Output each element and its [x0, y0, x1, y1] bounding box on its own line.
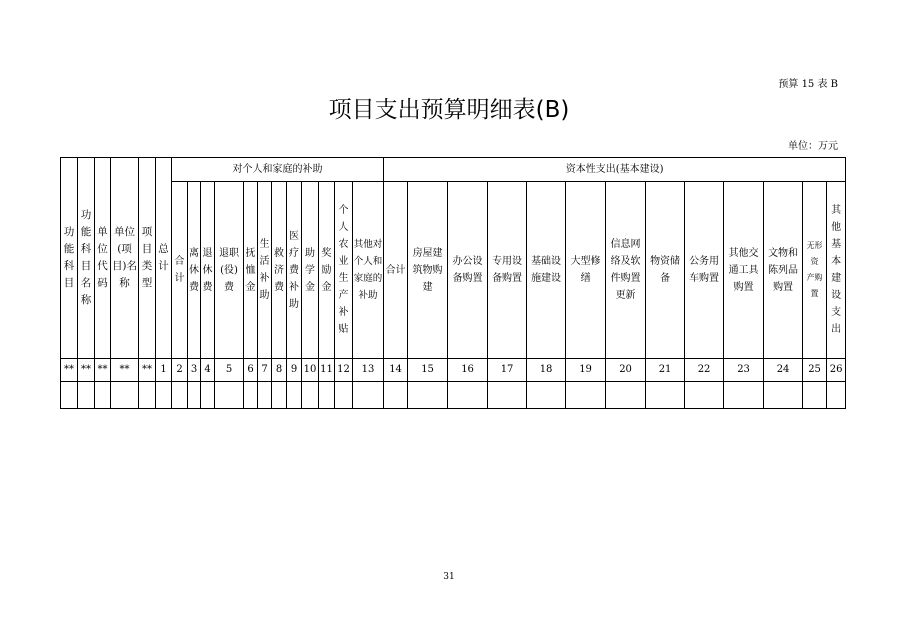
group-header-personal-family-subsidy: 对个人和家庭的补助 — [172, 158, 384, 182]
data-cell — [488, 382, 527, 409]
data-cell — [606, 382, 646, 409]
data-cell — [302, 382, 319, 409]
column-index-cell: 20 — [606, 359, 646, 382]
header-infrastructure: 基础设 施建设 — [527, 182, 566, 359]
header-other-family-subsidy: 其他对 个人和 家庭的 补助 — [353, 182, 384, 359]
column-index-cell: ** — [139, 359, 156, 382]
data-cell — [201, 382, 215, 409]
data-cell — [685, 382, 724, 409]
data-cell — [139, 382, 156, 409]
column-index-cell: 22 — [685, 359, 724, 382]
header-intangible-assets: 无形资 产购置 — [803, 182, 827, 359]
column-index-cell: 16 — [448, 359, 488, 382]
column-index-cell: 15 — [408, 359, 448, 382]
data-cell — [188, 382, 201, 409]
header-building-construction: 房屋建 筑物购 建 — [408, 182, 448, 359]
data-cell — [566, 382, 606, 409]
data-cell — [384, 382, 408, 409]
group-header-capital-expenditure: 资本性支出(基本建设) — [384, 158, 846, 182]
data-cell — [111, 382, 139, 409]
column-index-cell: 25 — [803, 359, 827, 382]
column-index-cell: 11 — [319, 359, 335, 382]
header-student-aid: 助 学 金 — [302, 182, 319, 359]
header-unit-code: 单 位 代 码 — [95, 158, 111, 359]
header-other-vehicle: 其他交 通工具 购置 — [724, 182, 764, 359]
data-cell — [764, 382, 803, 409]
data-cell — [156, 382, 172, 409]
column-index-cell: 12 — [335, 359, 353, 382]
header-it-software: 信息网 络及软 件购置 更新 — [606, 182, 646, 359]
data-cell — [827, 382, 846, 409]
column-index-cell: 5 — [215, 359, 244, 382]
header-subsidy-subtotal: 合 计 — [172, 182, 188, 359]
data-cell — [646, 382, 685, 409]
column-index-cell: 6 — [244, 359, 258, 382]
column-index-cell: 19 — [566, 359, 606, 382]
data-cell — [527, 382, 566, 409]
header-reward: 奖 励 金 — [319, 182, 335, 359]
column-index-cell: 23 — [724, 359, 764, 382]
header-resignation-fee: 退职 (役) 费 — [215, 182, 244, 359]
header-living-allowance: 生 活 补 助 — [258, 182, 272, 359]
column-index-cell: 26 — [827, 359, 846, 382]
header-major-repair: 大型修 缮 — [566, 182, 606, 359]
data-cell — [61, 382, 78, 409]
column-index-cell: 18 — [527, 359, 566, 382]
header-medical-subsidy: 医 疗 费 补 助 — [287, 182, 302, 359]
column-index-cell: 21 — [646, 359, 685, 382]
data-cell — [272, 382, 287, 409]
column-index-cell: 3 — [188, 359, 201, 382]
data-cell — [448, 382, 488, 409]
column-index-cell: 10 — [302, 359, 319, 382]
data-cell — [95, 382, 111, 409]
data-cell — [408, 382, 448, 409]
column-index-cell: ** — [95, 359, 111, 382]
header-agricultural-subsidy: 个 人 农 业 生 产 补 贴 — [335, 182, 353, 359]
column-index-cell: ** — [111, 359, 139, 382]
column-index-row — [61, 359, 846, 382]
column-index-cell: 2 — [172, 359, 188, 382]
header-material-reserve: 物资储 备 — [646, 182, 685, 359]
column-index-cell: 17 — [488, 359, 527, 382]
header-special-equipment: 专用设 备购置 — [488, 182, 527, 359]
data-cell — [172, 382, 188, 409]
header-capital-subtotal: 合计 — [384, 182, 408, 359]
empty-data-row — [61, 382, 846, 409]
column-index-cell: 7 — [258, 359, 272, 382]
header-function-subject: 功 能 科 目 — [61, 158, 78, 359]
column-header-row — [61, 182, 846, 359]
data-cell — [244, 382, 258, 409]
group-header-row — [61, 158, 846, 182]
data-cell — [803, 382, 827, 409]
data-cell — [78, 382, 95, 409]
column-index-cell: 9 — [287, 359, 302, 382]
header-cultural-relics: 文物和 陈列品 购置 — [764, 182, 803, 359]
data-cell — [724, 382, 764, 409]
column-index-cell: 8 — [272, 359, 287, 382]
header-other-construction: 其 他 基 本 建 设 支 出 — [827, 182, 846, 359]
data-cell — [319, 382, 335, 409]
header-project-type: 项 目 类 型 — [139, 158, 156, 359]
header-retirement-fee: 退 休 费 — [201, 182, 215, 359]
page-title: 项目支出预算明细表(B) — [328, 97, 570, 123]
header-pension: 抚 恤 金 — [244, 182, 258, 359]
data-cell — [353, 382, 384, 409]
data-cell — [335, 382, 353, 409]
data-cell — [258, 382, 272, 409]
unit-label: 单位：万元 — [788, 141, 838, 152]
header-official-vehicle: 公务用 车购置 — [685, 182, 724, 359]
header-function-subject-name: 功 能 科 目 名 称 — [78, 158, 95, 359]
data-cell — [215, 382, 244, 409]
column-index-cell: 14 — [384, 359, 408, 382]
header-retired-cadre-fee: 离 休 费 — [188, 182, 201, 359]
header-relief-fee: 救 济 费 — [272, 182, 287, 359]
budget-table — [60, 157, 846, 409]
header-office-equipment: 办公设 备购置 — [448, 182, 488, 359]
column-index-cell: ** — [78, 359, 95, 382]
page-number: 31 — [443, 572, 455, 582]
header-unit-project-name: 单位 (项 目)名 称 — [111, 158, 139, 359]
column-index-cell: 1 — [156, 359, 172, 382]
table-number-label: 预算 15 表 B — [778, 79, 838, 90]
column-index-cell: 13 — [353, 359, 384, 382]
column-index-cell: 4 — [201, 359, 215, 382]
data-cell — [287, 382, 302, 409]
column-index-cell: ** — [61, 359, 78, 382]
column-index-cell: 24 — [764, 359, 803, 382]
header-grand-total: 总 计 — [156, 158, 172, 359]
